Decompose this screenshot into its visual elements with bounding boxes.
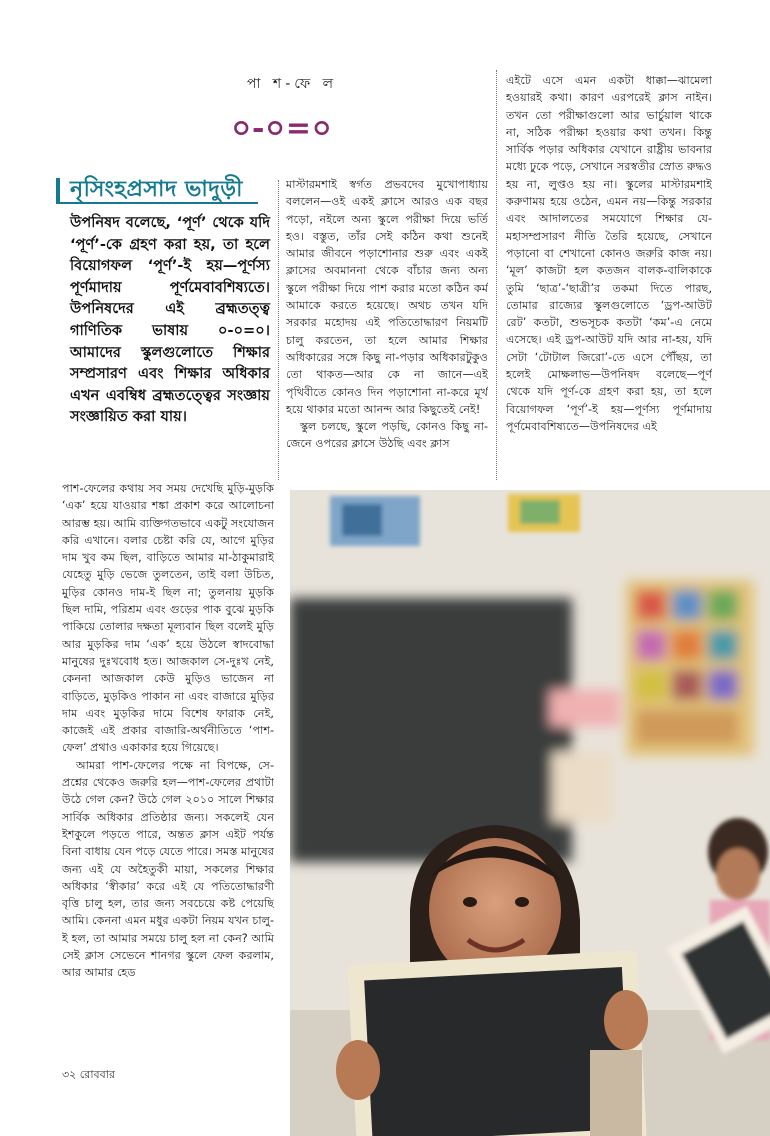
column-divider	[496, 70, 497, 480]
section-label: পা শ-ফে ল	[246, 76, 338, 92]
paragraph: এইটে এসে এমন একটা ধাক্কা—ঝামেলা হওয়ারই কথা। কারণ এরপরেই ক্লাস নাইন। তখন তো পরীক্ষাগুলো আর ভার্চুয়াল থাকে না, সঠিক পরীক্ষা হওয়ার কথা তখন। কিন্তু সার্বিক পড়ার অধিকার যেখানে রাষ্ট্রীয় ভাবনার মধ্যে ঢুকে পড়ে, সেখানে সরস্বতীর স্রোত রুদ্ধও হয় না, লুপ্তও হয় না। স্কুলের মাস্টারমশাই করুণাময় হয়ে ওঠেন, এমন নয়—কিন্তু সরকার এবং আদালতের সমযোগে শিক্ষার যে-মহাসম্প্রসারণ নীতি তৈরি হয়েছে, সেখানে পড়ানো বা শেখানো কোনও জরুরি কাজ নয়। ‘মূল’ কাজটা হল কতজন বালক-বালিকাকে তুমি ‘ছাত্র’-‘ছাত্রী’র তকমা দিতে পারছ, তোমার রাজ্যের স্কুলগুলোতে ‘ড্রপ-আউট রেট’ কতটা, শুভসূচক কতটা ‘কম’-এ নেমে এসেছে। এই ড্রপ-আউট যদি আর না-হয়, যদি সেটা ‘টোটাল জিরো’-তে এসে পৌঁছয়, তা হলেই মোক্ষলাভ—উপনিষদ বলেছে—পূর্ণ থেকে যদি পূর্ণ-কে গ্রহণ করা হয়, তা হলে বিয়োগফল ‘পূর্ণ’-ই হয়—পূর্ণস্য পূর্ণমাদায় পূর্ণমেবাবশিষ্যতে—উপনিষদের এই	[506, 74, 712, 433]
byline-accent-bar	[56, 178, 60, 204]
classroom-photo-illustration	[290, 490, 770, 1136]
column-right	[506, 72, 712, 478]
classroom-photo	[290, 490, 770, 1136]
byline-rule	[58, 202, 258, 204]
paragraph: পাশ-ফেলের কথায় সব সময় দেখেছি মুড়ি-মুড়কি ‘এক’ হয়ে যাওয়ার শঙ্কা প্রকাশ করে আলোচনা আরম্ভ হয়। আমি ব্যক্তিগতভাবে একটু সংযোজন করি এখানে। বলার চেষ্টা করি যে, আগে মুড়ির দাম খুব কম ছিল, বাড়িতে আমার মা-ঠাকুমারাই যেহেতু মুড়ি ভেজে তুলতেন, তাই বলা উচিত, মুড়ির কোনও দাম-ই ছিল না; তুলনায় মুড়কি ছিল দামি, পরিশ্রম এবং গুড়ের পাক বুঝে মুড়কি পাকিয়ে তোলার দক্ষতা মূল্যবান ছিল বলেই মুড়ি আর মুড়কির দাম ‘এক’ হয়ে উঠলে স্বাদবোদ্ধা মানুষের দুঃখবোধ হত। আজকাল সে-দুঃখ নেই, কেননা আজকাল কেউ মুড়িও ভাজেন না বাড়িতে, মুড়কিও পাকান না এবং বাজারে মুড়ির দাম এবং মুড়কির দামে বিশেষ ফারাক নেই, কাজেই এই প্রকার বাজারি-অর্থনীতিতে ‘পাশ-ফেল’ প্রথাও একাকার হয়ে গিয়েছে।	[62, 482, 274, 755]
column-left	[62, 480, 274, 1055]
paragraph: স্কুল চলছে, স্কুলে পড়ছি, কোনও কিছু না-জেনে ওপরের ক্লাসে উঠছি এবং ক্লাস	[286, 420, 488, 451]
paragraph: মাস্টারমশাই স্বর্গত প্রভবদেব মুখোপাধ্যায় বললেন—ওই একই ক্লাসে আরও এক বছর পড়ো, নইলে অন্য স্কুলে পরীক্ষা দিয়ে ভর্তি হও। বস্তুত, তাঁর সেই কঠিন কথা শুনেই আমার জীবনে পড়াশোনার শুরু এবং একই ক্লাসের অবমাননা থেকে বাঁচার জন্য অন্য স্কুলে পরীক্ষা দিয়ে পাশ করার মতো কঠিন কর্ম আমাকে করতে হয়েছে। অথচ তখন যদি সরকার মহোদয় এই পতিতোদ্ধারণ নিয়মটি চালু করতেন, তা হলে আমার শিক্ষার অধিকারের সঙ্গে কিছু না-পড়ার অধিকারটুকুও তো থাকত—আর কে না জানে—এই পৃথিবীতে কোনও দিন পড়াশোনা না-করে মূর্খ হয়ে থাকার মতো আনন্দ আর কিছুতেই নেই!	[286, 178, 488, 416]
page-footer: ৩২ রোববার	[62, 1068, 115, 1081]
author-byline: নৃসিংহপ্রসাদ ভাদুড়ী	[70, 177, 243, 202]
column-middle	[286, 176, 488, 480]
article-title: ০-০=০	[231, 111, 333, 146]
column-divider	[278, 180, 279, 480]
intro-standfirst: উপনিষদ বলেছে, ‘পূর্ণ’ থেকে যদি ‘পূর্ণ’-কে গ্রহণ করা হয়, তা হলে বিয়োগফল ‘পূর্ণ’-ই হয়—পূর্ণস্য পূর্ণমাদায় পূর্ণমেবাবশিষ্যতে। উপনিষদের এই ব্রহ্মতত্ত্ব গাণিতিক ভাষায় ০-০=০। আমাদের স্কুলগুলোতে শিক্ষার সম্প্রসারণ এবং শিক্ষার অধিকার এখন এবম্বিধ ব্রহ্মতত্ত্বের সংজ্ঞায় সংজ্ঞায়িত করা যায়।	[70, 214, 270, 426]
paragraph: আমরা পাশ-ফেলের পক্ষে না বিপক্ষে, সে-প্রশ্নের থেকেও জরুরি হল—পাশ-ফেলের প্রথাটা উঠে গেল কেন? উঠে গেল ২০১০ সালে শিক্ষার সার্বিক অধিকার প্রতিষ্ঠার জন্য। সকলেই যেন ইশকুলে পড়তে পারে, অন্তত ক্লাস এইট পর্যন্ত বিনা বাধায় যেন পড়ে যেতে পারে। সমস্ত মানুষের জন্য এই যে অহৈতুকী মায়া, সকলের শিক্ষার অধিকার ‘স্বীকার’ করে এই যে পতিতোদ্ধারণী বৃত্তি চালু হল, তার জন্য সবচেয়ে কষ্ট পেয়েছি আমি। কেননা এমন মধুর একটা নিয়ম যখন চালু-ই হল, তা আমার সময়ে চালু হল না কেন? আমি সেই ক্লাস সেভেনে শানগর স্কুলে ফেল করলাম, আর আমার হেড	[62, 758, 274, 980]
